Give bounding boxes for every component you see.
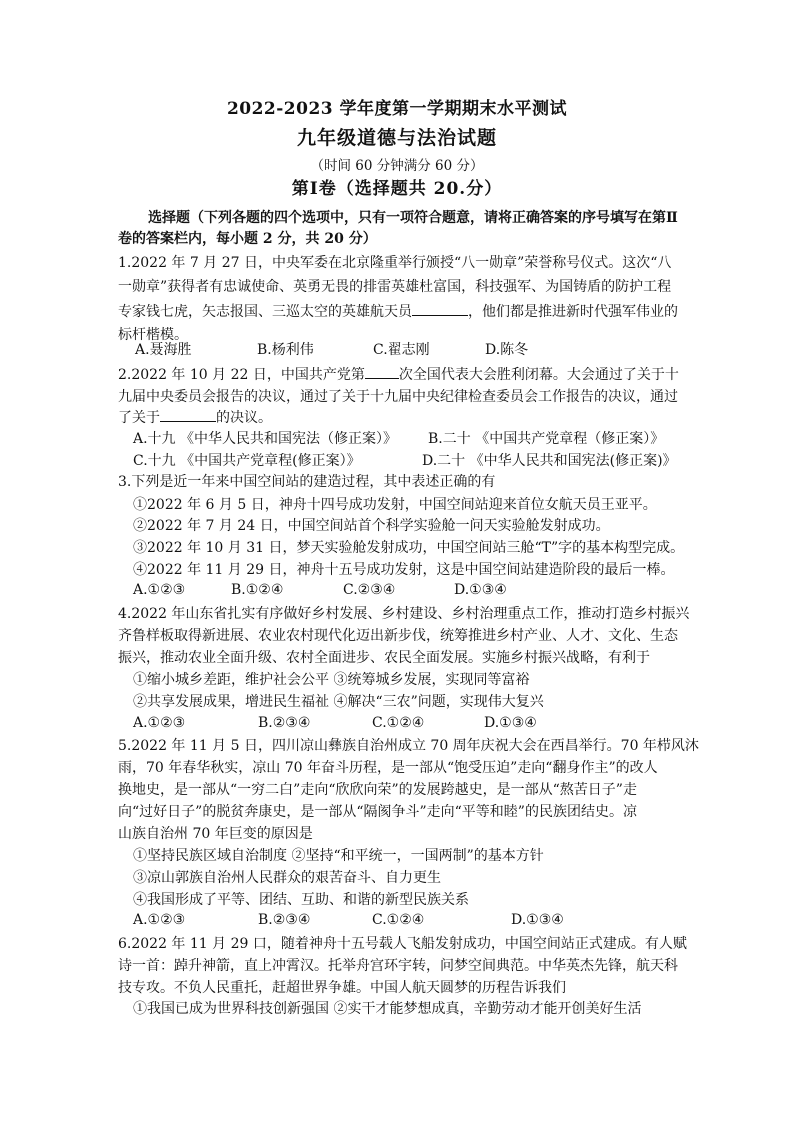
q6-line2: 诗一首：踔升神箭，直上冲霄汉。托举舟宫环宇转，问梦空间典范。中华英杰先锋，航天科 xyxy=(118,958,678,974)
q2-option-d: D.二十 《中华人民共和国宪法(修正案)》 xyxy=(422,453,677,469)
q5-line4: 向“过好日子”的脱贫奔康史，是一部从“隔阂争斗”走向“平等和睦”的民族团结史。凉 xyxy=(118,804,637,820)
q1-line4: 标杆楷模。 xyxy=(118,327,188,343)
q4-line2: 齐鲁样板取得新进展、农业农村现代化迈出新步伐，统筹推进乡村产业、人才、文化、生态 xyxy=(118,628,678,644)
q3-item-1: ①2022 年 6 月 5 日，神舟十四号成功发射，中国空间站迎来首位女航天员王亚平。 xyxy=(133,497,657,513)
q1-line3 xyxy=(118,301,678,322)
section-title: 第Ⅰ卷（选择题共 20.分） xyxy=(291,179,503,199)
q3-item-4: ④2022 年 11 月 29 日，神舟十五号成功发射，这是中国空间站建造阶段的最后一棒。 xyxy=(133,562,675,578)
q2-option-c: C.十九 《中国共产党章程(修正案）》 xyxy=(133,453,361,469)
q4-option-c: C.①②④ xyxy=(372,715,425,731)
q5-option-c: C.①②④ xyxy=(372,912,425,928)
q3-options xyxy=(0,580,794,600)
q2-options-row2 xyxy=(0,451,794,471)
q4-options xyxy=(0,713,794,733)
instructions-line2: 卷的答案栏内，每小题 2 分，共 20 分） xyxy=(118,231,377,247)
q2-line3-a: 了关于 xyxy=(118,410,160,426)
q1-line2: 一勋章”获得者有忠诚使命、英勇无畏的排雷英雄杜富国，科技强军、为国铸盾的防护工程 xyxy=(118,279,672,295)
q1-line3-a: 专家钱七虎，矢志报国、三巡太空的英雄航天员 xyxy=(118,304,412,320)
q5-option-a: A.①②③ xyxy=(133,912,186,928)
q3-option-a: A.①②③ xyxy=(133,582,186,598)
q5-option-b: B.②③④ xyxy=(258,912,311,928)
q4-item-row2: ②共享发展成果，增进民生福祉 ④解决“三农”问题，实现伟大复兴 xyxy=(133,694,544,710)
q3-option-b: B.①②④ xyxy=(231,582,284,598)
q4-option-a: A.①②③ xyxy=(133,715,186,731)
q2-options-row1 xyxy=(0,429,794,449)
q5-line5: 山族自治州 70 年巨变的原因是 xyxy=(118,826,313,842)
q2-line1 xyxy=(118,364,679,385)
q4-line1: 4.2022 年山东省扎实有序做好乡村发展、乡村建设、乡村治理重点工作，推动打造乡村振兴 xyxy=(118,606,690,622)
q1-option-c: C.翟志刚 xyxy=(373,342,430,358)
q4-line3: 振兴，推动农业全面升级、农村全面进步、农民全面发展。实施乡村振兴战略，有利于 xyxy=(118,650,650,666)
q3-option-c: C.②③④ xyxy=(343,582,396,598)
q1-line3-b: ，他们都是推进新时代强军伟业的 xyxy=(468,304,678,320)
subject-title: 九年级道德与法治试题 xyxy=(296,127,497,149)
q1-option-d: D.陈冬 xyxy=(485,342,529,358)
q6-item-row1: ①我国已成为世界科技创新强国 ②实干才能梦想成真，辛勤劳动才能开创美好生活 xyxy=(133,1001,642,1017)
time-note: （时间 60 分钟满分 60 分） xyxy=(310,158,484,174)
q2-line1-a: 2.2022 年 10 月 22 日，中国共产党第 xyxy=(118,367,365,383)
q5-line3: 换地史，是一部从“一穷二白”走向“欣欣向荣”的发展跨越史，是一部从“熬苦日子”走 xyxy=(118,782,637,798)
q5-options xyxy=(0,910,794,930)
q2-line3-b: 的决议。 xyxy=(216,410,272,426)
q4-item-row1: ①缩小城乡差距，维护社会公平 ③统筹城乡发展，实现同等富裕 xyxy=(133,672,530,688)
q2-answer-blank-1 xyxy=(365,364,399,379)
q1-option-a: A.聂海胜 xyxy=(135,342,192,358)
q3-stem: 3.下列是近一年来中国空间站的建造过程，其中表述正确的有 xyxy=(118,474,496,490)
q5-item-row1: ①坚持民族区域自治制度 ②坚持“和平统一，一国两制”的基本方针 xyxy=(133,848,544,864)
q5-option-d: D.①③④ xyxy=(511,912,564,928)
q4-option-d: D.①③④ xyxy=(484,715,537,731)
q2-option-b: B.二十 《中国共产党章程（修正案）》 xyxy=(428,431,665,447)
q2-line2: 九届中央委员会报告的决议，通过了关于十九届中央纪律检查委员会工作报告的决议，通过 xyxy=(118,389,678,405)
q1-answer-blank xyxy=(412,301,468,316)
q3-option-d: D.①③④ xyxy=(454,582,507,598)
q5-line1: 5.2022 年 11 月 5 日，四川凉山彝族自治州成立 70 周年庆祝大会在西昌举行。70 年栉风沐 xyxy=(118,738,699,754)
exam-title: 2022-2023 学年度第一学期期末水平测试 xyxy=(226,99,568,119)
q3-item-3: ③2022 年 10 月 31 日，梦天实验舱发射成功，中国空间站三舱“T”字的基本构型完成。 xyxy=(133,540,685,556)
q6-line3: 技专攻。不负人民重托，赶超世界争雄。中国人航天圆梦的历程告诉我们 xyxy=(118,980,566,996)
q5-item-row2: ③凉山郭族自治州人民群众的艰苦奋斗、自力更生 xyxy=(133,870,441,886)
q3-item-2: ②2022 年 7 月 24 日，中国空间站首个科学实验舱一问天实验舱发射成功。 xyxy=(133,518,610,534)
q4-option-b: B.②③④ xyxy=(258,715,311,731)
q2-line3 xyxy=(118,407,272,428)
q2-line1-b: 次全国代表大会胜利闭幕。大会通过了关于十 xyxy=(398,367,679,383)
q1-options xyxy=(0,340,794,360)
instructions-line1: 选择题（下列各题的四个选项中，只有一项符合题意，请将正确答案的序号填写在第Ⅱ xyxy=(148,210,678,226)
q5-item-row3: ④我国形成了平等、团结、互助、和谐的新型民族关系 xyxy=(133,892,469,908)
q2-option-a: A.十九 《中华人民共和国宪法（修正案）》 xyxy=(133,431,398,447)
q1-option-b: B.杨利伟 xyxy=(257,342,314,358)
q2-answer-blank-2 xyxy=(160,407,216,422)
q5-line2: 雨，70 年春华秋实，凉山 70 年奋斗历程，是一部从“饱受压迫”走向“翻身作主”的改人 xyxy=(118,760,658,776)
q1-line1: 1.2022 年 7 月 27 日，中央军委在北京隆重举行颁授“八一勋章”荣誉称号仪式。这次“八 xyxy=(118,255,672,271)
q6-line1: 6.2022 年 11 月 29 口，随着神舟十五号载人飞船发射成功，中国空间站正式建成。有人赋 xyxy=(118,936,687,952)
